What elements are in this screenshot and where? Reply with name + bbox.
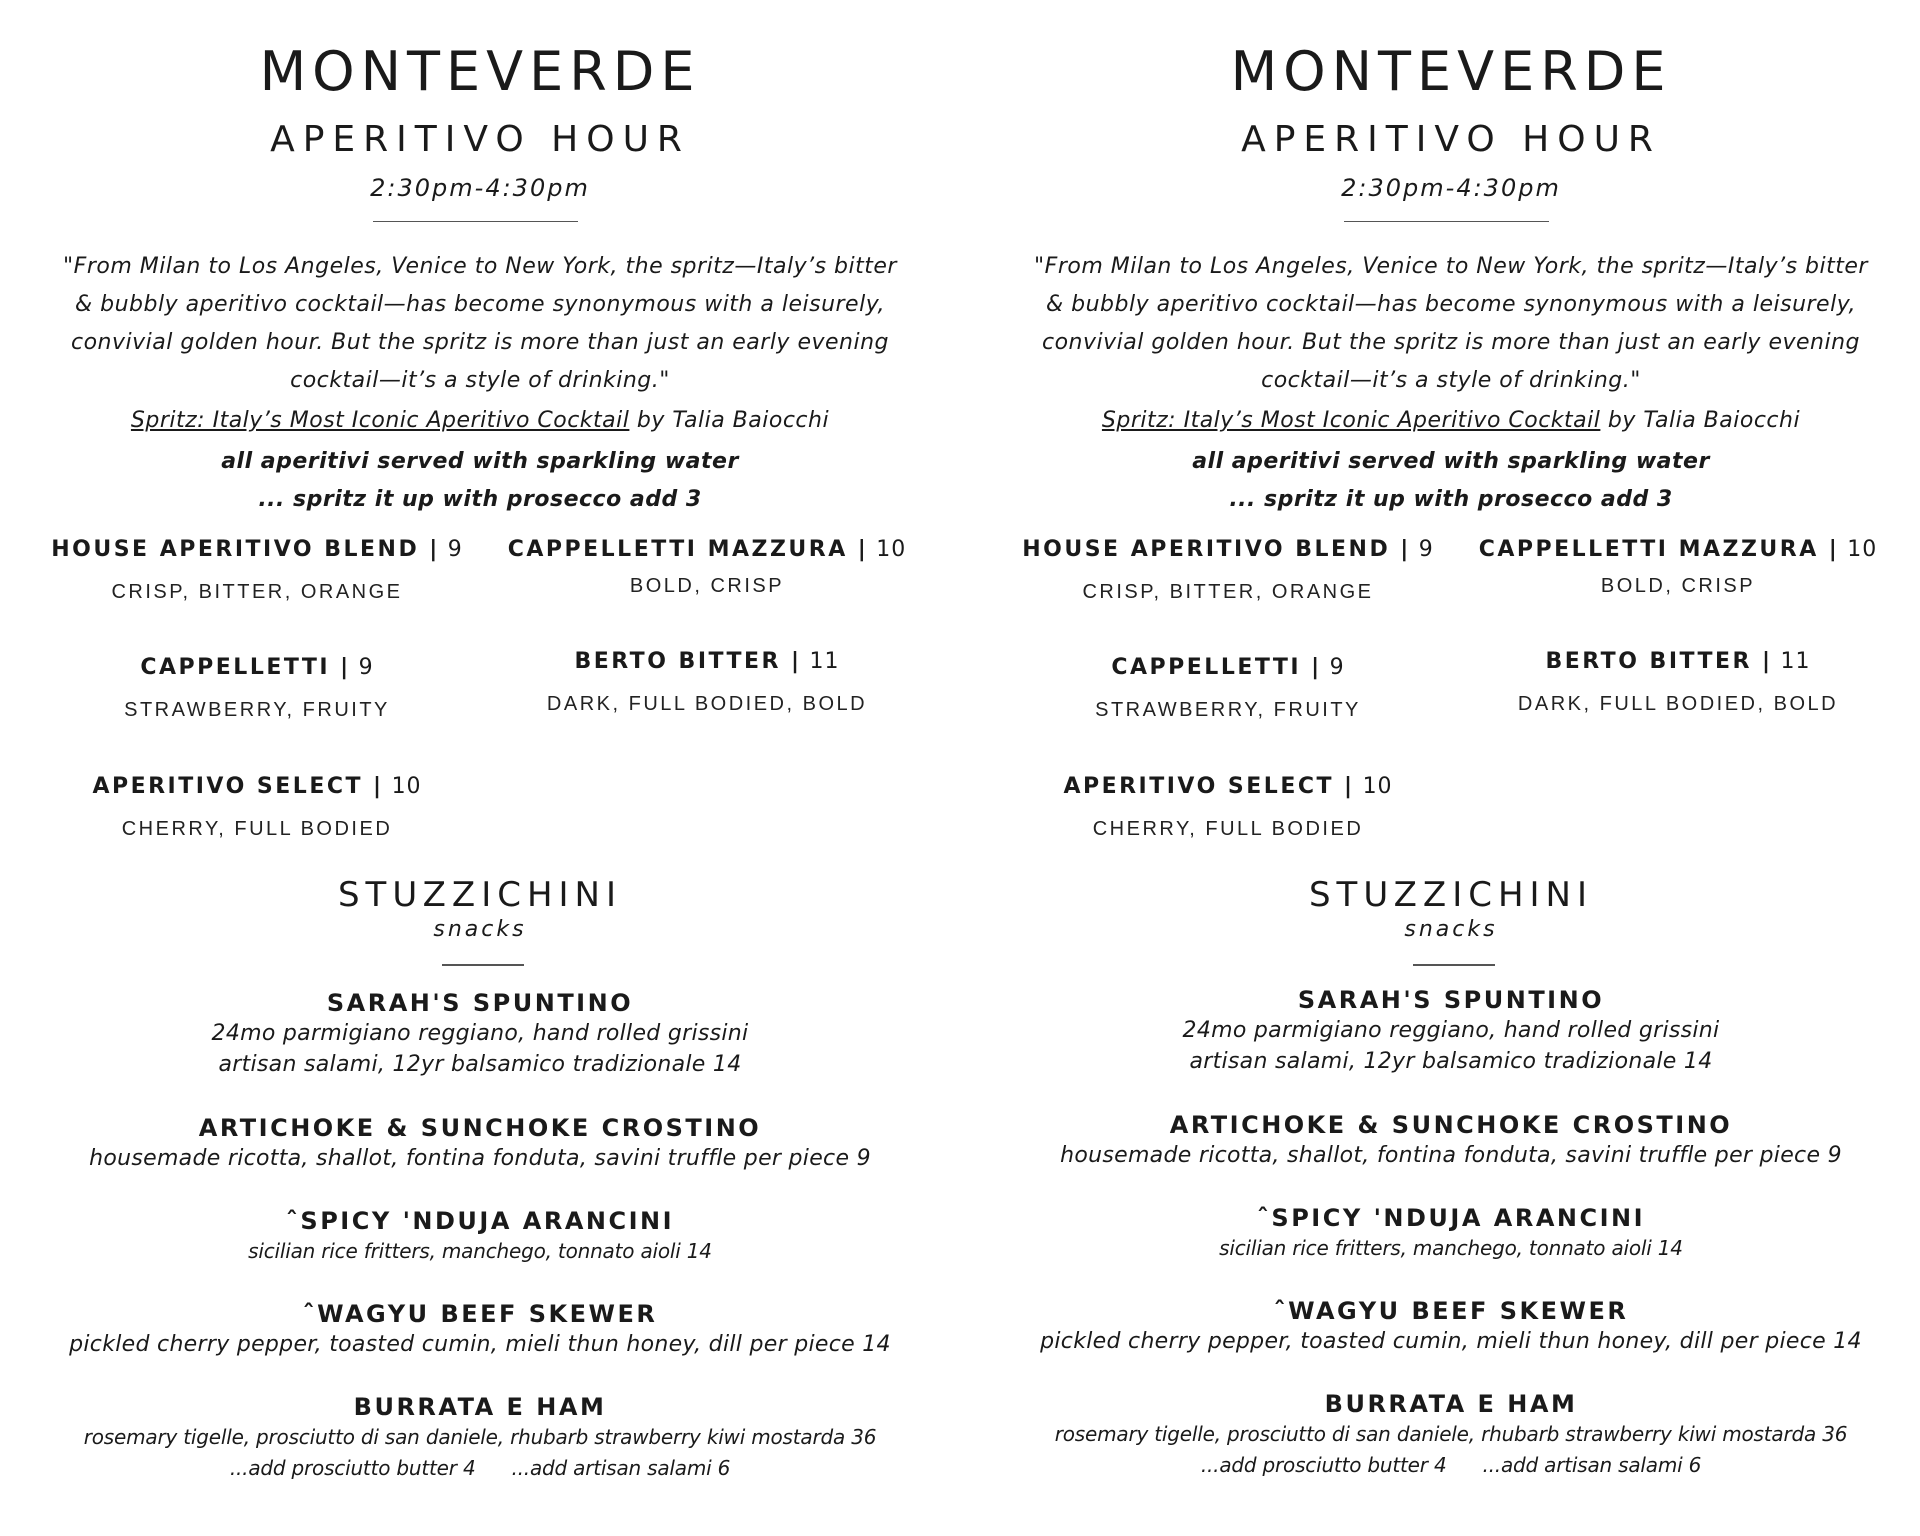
drink-name: BERTO BITTER [1545, 649, 1752, 674]
drink-description: CHERRY, FULL BODIED [121, 818, 393, 840]
price-separator: | [791, 649, 802, 674]
drink-item [998, 653, 1458, 723]
snack-description: pickled cherry pepper, toasted cumin, mieli thun honey, dill per piece 14 [69, 1332, 891, 1357]
drink-price: 9 [447, 537, 463, 562]
snack-name: ˆWAGYU BEEF SKEWER [302, 1300, 658, 1328]
snack-name: SARAH'S SPUNTINO [326, 989, 634, 1017]
price-separator: | [1344, 774, 1355, 799]
snack-item [971, 985, 1920, 1077]
citation-book-title: Spritz: Italy’s Most Iconic Aperitivo Cocktail [130, 408, 630, 433]
divider [1413, 964, 1495, 966]
drink-name: APERITIVO SELECT [92, 774, 364, 799]
drink-description: BOLD, CRISP [629, 575, 785, 597]
menu-hours: 2:30pm-4:30pm [370, 174, 590, 202]
price-separator: | [1762, 649, 1773, 674]
drink-description: CRISP, BITTER, ORANGE [1082, 581, 1374, 603]
snack-name: ˆWAGYU BEEF SKEWER [1273, 1297, 1629, 1325]
divider [1344, 221, 1549, 222]
snack-description: housemade ricotta, shallot, fontina fonduta, savini truffle per piece 9 [89, 1146, 871, 1171]
snack-item [971, 1110, 1920, 1171]
snack-item [0, 1299, 960, 1360]
drink-price: 11 [1780, 649, 1811, 674]
drink-item [998, 535, 1458, 605]
price-separator: | [340, 655, 351, 680]
restaurant-name: MONTEVERDE [1230, 40, 1672, 103]
quote-citation [971, 406, 1920, 436]
drink-name: CAPPELLETTI [140, 655, 331, 680]
citation-author: by Talia Baiocchi [1600, 408, 1801, 433]
drink-name: BERTO BITTER [574, 649, 781, 674]
drink-description: DARK, FULL BODIED, BOLD [546, 693, 868, 715]
snack-description: artisan salami, 12yr balsamico tradizionale 14 [1189, 1049, 1713, 1074]
snack-description: rosemary tigelle, prosciutto di san daniele, rhubarb strawberry kiwi mostarda 36 [1054, 1422, 1848, 1446]
sparkling-water-note: all aperitivi served with sparkling water [221, 449, 739, 474]
snack-item [0, 1113, 960, 1174]
snack-description: rosemary tigelle, prosciutto di san daniele, rhubarb strawberry kiwi mostarda 36 [83, 1425, 877, 1449]
drink-item [27, 772, 487, 842]
menu-title: APERITIVO HOUR [1241, 119, 1661, 160]
drink-price: 10 [1362, 774, 1393, 799]
sparkling-water-note: all aperitivi served with sparkling water [1192, 449, 1710, 474]
snack-description: 24mo parmigiano reggiano, hand rolled grissini [1182, 1018, 1720, 1043]
citation-book-title: Spritz: Italy’s Most Iconic Aperitivo Cocktail [1101, 408, 1601, 433]
snack-name: BURRATA E HAM [353, 1393, 607, 1421]
snack-addon: ...add artisan salami 6 [511, 1456, 731, 1480]
drink-item [1448, 647, 1908, 717]
drink-item [477, 535, 937, 599]
drink-name: APERITIVO SELECT [1063, 774, 1335, 799]
menu-hours: 2:30pm-4:30pm [1341, 174, 1561, 202]
snack-item [0, 988, 960, 1080]
drink-price: 10 [391, 774, 422, 799]
drink-item [998, 772, 1458, 842]
snack-description: pickled cherry pepper, toasted cumin, mieli thun honey, dill per piece 14 [1040, 1329, 1862, 1354]
quote-line: convivial golden hour. But the spritz is more than just an early evening [71, 330, 889, 355]
snack-item [971, 1389, 1920, 1481]
restaurant-name: MONTEVERDE [259, 40, 701, 103]
drink-name: CAPPELLETTI [1111, 655, 1302, 680]
drink-item [477, 647, 937, 717]
snack-item [0, 1206, 960, 1267]
snack-description: housemade ricotta, shallot, fontina fonduta, savini truffle per piece 9 [1060, 1143, 1842, 1168]
menu-page-right [971, 0, 1920, 1536]
drink-name: CAPPELLETTI MAZZURA [1478, 537, 1819, 562]
quote-line: & bubbly aperitivo cocktail—has become synonymous with a leisurely, [74, 292, 886, 317]
snack-name: ˆSPICY 'NDUJA ARANCINI [1256, 1204, 1646, 1232]
menu-title: APERITIVO HOUR [270, 119, 690, 160]
drink-price: 9 [358, 655, 374, 680]
quote-line: "From Milan to Los Angeles, Venice to New York, the spritz—Italy’s bitter [63, 254, 897, 279]
snack-name: SARAH'S SPUNTINO [1297, 986, 1605, 1014]
price-separator: | [1400, 537, 1411, 562]
drink-item [1448, 535, 1908, 599]
drink-description: CHERRY, FULL BODIED [1092, 818, 1364, 840]
snack-name: BURRATA E HAM [1324, 1390, 1578, 1418]
drink-price: 10 [876, 537, 907, 562]
prosecco-note: ... spritz it up with prosecco add 3 [1229, 487, 1673, 512]
drink-price: 9 [1418, 537, 1434, 562]
divider [373, 221, 578, 222]
snack-description: artisan salami, 12yr balsamico tradizionale 14 [218, 1052, 742, 1077]
price-separator: | [373, 774, 384, 799]
quote-line: convivial golden hour. But the spritz is more than just an early evening [1042, 330, 1860, 355]
snack-addon: ...add prosciutto butter 4 [1200, 1453, 1447, 1477]
drink-price: 11 [809, 649, 840, 674]
quote-line: & bubbly aperitivo cocktail—has become synonymous with a leisurely, [1045, 292, 1857, 317]
snack-item [0, 1392, 960, 1484]
snacks-section-title: STUZZICHINI [1308, 875, 1594, 915]
snack-item [971, 1203, 1920, 1264]
drink-name: HOUSE APERITIVO BLEND [51, 537, 420, 562]
divider [442, 964, 524, 966]
quote-line: "From Milan to Los Angeles, Venice to New York, the spritz—Italy’s bitter [1034, 254, 1868, 279]
drink-description: DARK, FULL BODIED, BOLD [1517, 693, 1839, 715]
snack-description: sicilian rice fritters, manchego, tonnato aioli 14 [1219, 1236, 1683, 1260]
drink-name: CAPPELLETTI MAZZURA [507, 537, 848, 562]
price-separator: | [1311, 655, 1322, 680]
snack-name: ARTICHOKE & SUNCHOKE CROSTINO [198, 1114, 762, 1142]
drink-item [27, 653, 487, 723]
drink-description: CRISP, BITTER, ORANGE [111, 581, 403, 603]
snack-description: 24mo parmigiano reggiano, hand rolled grissini [211, 1021, 749, 1046]
snack-name: ARTICHOKE & SUNCHOKE CROSTINO [1169, 1111, 1733, 1139]
drink-price: 10 [1847, 537, 1878, 562]
drink-description: STRAWBERRY, FRUITY [124, 699, 390, 721]
snacks-section-subtitle: snacks [1404, 917, 1498, 942]
price-separator: | [1828, 537, 1840, 562]
quote-citation [0, 406, 960, 436]
snack-addon: ...add prosciutto butter 4 [229, 1456, 476, 1480]
snack-description: sicilian rice fritters, manchego, tonnato aioli 14 [248, 1239, 712, 1263]
price-separator: | [429, 537, 440, 562]
snack-name: ˆSPICY 'NDUJA ARANCINI [285, 1207, 675, 1235]
drink-name: HOUSE APERITIVO BLEND [1022, 537, 1391, 562]
snack-addon: ...add artisan salami 6 [1482, 1453, 1702, 1477]
snacks-section-title: STUZZICHINI [337, 875, 623, 915]
quote-line: cocktail—it’s a style of drinking." [290, 368, 670, 393]
snack-item [971, 1296, 1920, 1357]
citation-author: by Talia Baiocchi [629, 408, 830, 433]
snacks-section-subtitle: snacks [433, 917, 527, 942]
drink-item [27, 535, 487, 605]
drink-price: 9 [1329, 655, 1345, 680]
drink-description: BOLD, CRISP [1600, 575, 1756, 597]
prosecco-note: ... spritz it up with prosecco add 3 [258, 487, 702, 512]
drink-description: STRAWBERRY, FRUITY [1095, 699, 1361, 721]
quote-line: cocktail—it’s a style of drinking." [1261, 368, 1641, 393]
price-separator: | [857, 537, 869, 562]
